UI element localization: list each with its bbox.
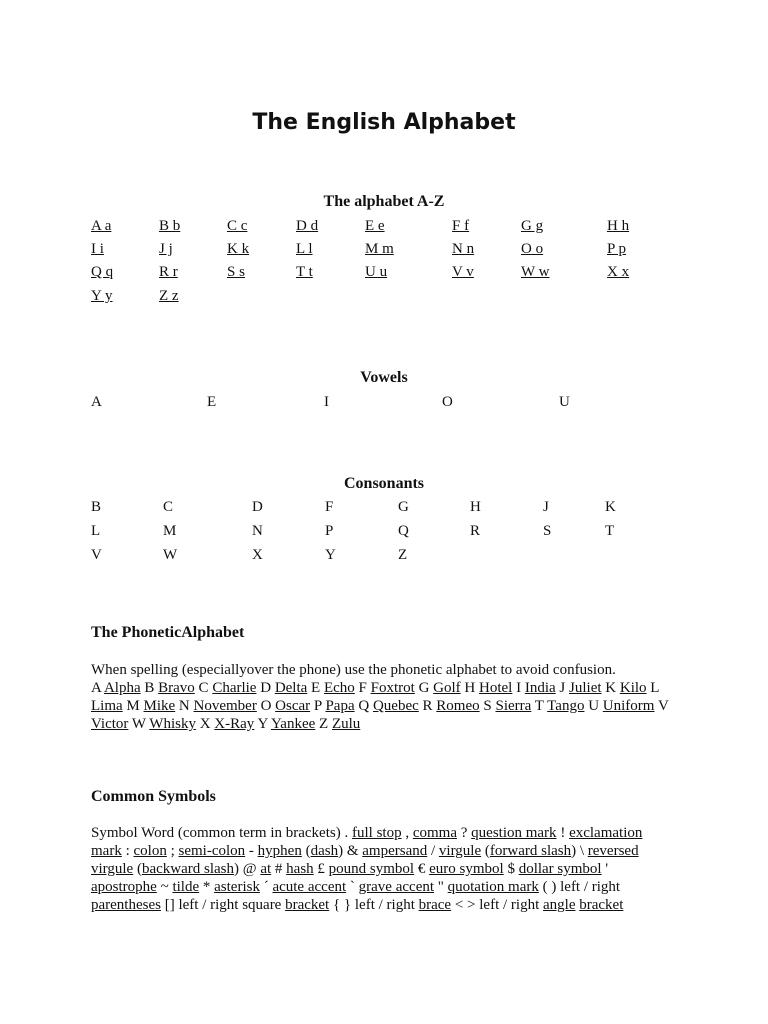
alphabet-cell: K k [227, 241, 250, 257]
symbol-link[interactable]: forward slash [489, 843, 572, 859]
symbol-link[interactable]: pound symbol [328, 861, 415, 877]
phonetic-text: Z [315, 716, 332, 732]
consonant-cell: Q [398, 523, 409, 539]
symbol-text: ; [166, 843, 179, 859]
symbol-link[interactable]: grave accent [358, 879, 435, 895]
vowel-cell: O [442, 394, 453, 410]
consonant-cell: G [398, 499, 409, 515]
symbol-link[interactable]: semi-colon [178, 843, 246, 859]
symbol-text: ~ [156, 879, 173, 895]
symbol-link[interactable]: question mark [471, 825, 557, 841]
phonetic-text: I [512, 680, 525, 696]
alphabet-row [0, 288, 768, 308]
phonetic-text: L [646, 680, 660, 696]
alphabet-cell: T t [296, 264, 313, 280]
consonant-cell: P [325, 523, 334, 539]
symbol-text: { } left / right [329, 897, 419, 913]
symbol-link[interactable]: virgule [91, 861, 134, 877]
phonetic-link[interactable]: Kilo [619, 680, 647, 696]
alphabet-cell: U u [365, 264, 388, 280]
symbol-link[interactable]: bracket [579, 897, 624, 913]
phonetic-text: M [122, 698, 144, 714]
alphabet-row [0, 264, 768, 284]
phonetic-link[interactable]: Yankee [270, 716, 316, 732]
symbol-link[interactable]: dollar symbol [518, 861, 602, 877]
phonetic-link[interactable]: Lima [91, 698, 123, 714]
symbol-link[interactable]: full stop [351, 825, 402, 841]
consonant-cell: L [91, 523, 101, 539]
phonetic-text: J [555, 680, 570, 696]
symbol-text: € [414, 861, 430, 877]
phonetic-text: P [310, 698, 326, 714]
phonetic-link[interactable]: Charlie [212, 680, 257, 696]
consonant-cell: J [543, 499, 549, 515]
symbol-link[interactable]: virgule [438, 843, 482, 859]
alphabet-cell: J j [159, 241, 173, 257]
symbol-text: ( ) left / right [538, 879, 621, 895]
phonetic-text: E [307, 680, 324, 696]
phonetic-text: Q [354, 698, 373, 714]
alphabet-cell: O o [521, 241, 544, 257]
consonant-cell: B [91, 499, 102, 515]
alphabet-cell: I i [91, 241, 104, 257]
symbol-link[interactable]: asterisk [214, 879, 260, 895]
symbol-text: ) \ [571, 843, 588, 859]
phonetic-text: R [418, 698, 437, 714]
phonetic-link[interactable]: India [524, 680, 556, 696]
phonetic-list [91, 679, 691, 733]
symbol-text: ! [556, 825, 570, 841]
alphabet-cell: W w [521, 264, 550, 280]
phonetic-link[interactable]: Romeo [436, 698, 480, 714]
phonetic-text: X [195, 716, 215, 732]
phonetic-text: N [175, 698, 194, 714]
phonetic-text: A [91, 680, 104, 696]
symbol-link[interactable]: brace [418, 897, 452, 913]
vowels-heading: Vowels [360, 369, 408, 386]
consonant-cell: D [252, 499, 263, 515]
phonetic-link[interactable]: Oscar [275, 698, 311, 714]
symbol-text: $ [503, 861, 519, 877]
phonetic-link[interactable]: X-Ray [214, 716, 255, 732]
symbol-link[interactable]: acute accent [272, 879, 347, 895]
symbol-line [91, 896, 691, 914]
symbols-paragraph [91, 824, 691, 914]
symbol-text: £ [313, 861, 329, 877]
page-title: The English Alphabet [252, 110, 516, 135]
phonetic-line [91, 697, 691, 715]
alphabet-cell: V v [452, 264, 474, 280]
symbol-link[interactable]: backward slash [141, 861, 235, 877]
vowel-cell: E [207, 394, 217, 410]
symbol-text: ´ [259, 879, 273, 895]
phonetic-line [91, 679, 691, 697]
symbol-text: ) @ [234, 861, 261, 877]
consonant-cell: X [252, 547, 263, 563]
consonant-cell: N [252, 523, 263, 539]
symbol-text: # [271, 861, 287, 877]
symbol-text: " [434, 879, 448, 895]
symbol-link[interactable]: dash [310, 843, 339, 859]
symbol-link[interactable]: mark [91, 843, 122, 859]
phonetic-text: S [479, 698, 496, 714]
phonetic-text: F [354, 680, 371, 696]
symbols-list [91, 824, 691, 914]
phonetic-link[interactable]: Foxtrot [370, 680, 415, 696]
phonetic-heading: The PhoneticAlphabet [91, 624, 245, 641]
symbol-text: , [401, 825, 413, 841]
phonetic-link[interactable]: Zulu [331, 716, 361, 732]
alphabet-cell: Q q [91, 264, 114, 280]
symbol-line [91, 824, 691, 842]
phonetic-link[interactable]: Papa [325, 698, 355, 714]
alphabet-cell: B b [159, 218, 181, 234]
consonant-cell: F [325, 499, 334, 515]
alphabet-cell: A a [91, 218, 112, 234]
alphabet-cell: C c [227, 218, 248, 234]
symbol-link[interactable]: ampersand [362, 843, 428, 859]
symbol-link[interactable]: bracket [285, 897, 330, 913]
symbol-text: ( [133, 861, 142, 877]
phonetic-link[interactable]: Echo [323, 680, 355, 696]
phonetic-link[interactable]: Tango [547, 698, 585, 714]
alphabet-cell: F f [452, 218, 470, 234]
symbol-link[interactable]: angle [543, 897, 576, 913]
symbol-link[interactable]: at [260, 861, 272, 877]
consonant-cell: S [543, 523, 552, 539]
phonetic-intro: When spelling (especiallyover the phone) use the phonetic alphabet to avoid confusion. [91, 662, 616, 678]
symbol-text: ' [601, 861, 609, 877]
alphabet-cell: P p [607, 241, 627, 257]
symbol-link[interactable]: reversed [587, 843, 639, 859]
alphabet-cell: X x [607, 264, 630, 280]
phonetic-link[interactable]: Sierra [495, 698, 532, 714]
symbol-link[interactable]: exclamation [569, 825, 643, 841]
phonetic-link[interactable]: Whisky [149, 716, 196, 732]
alphabet-heading: The alphabet A-Z [323, 193, 445, 210]
consonant-cell: T [605, 523, 615, 539]
symbol-link[interactable]: quotation mark [447, 879, 539, 895]
alphabet-cell: L l [296, 241, 313, 257]
phonetic-text: C [194, 680, 213, 696]
symbol-text: / [427, 843, 439, 859]
symbol-text: : [121, 843, 134, 859]
alphabet-row [0, 241, 768, 261]
alphabet-cell: E e [365, 218, 385, 234]
phonetic-link[interactable]: Uniform [602, 698, 655, 714]
consonant-cell: Z [398, 547, 408, 563]
symbol-link[interactable]: apostrophe [91, 879, 157, 895]
vowel-cell: A [91, 394, 102, 410]
symbol-text: - [245, 843, 258, 859]
phonetic-text: V [654, 698, 669, 714]
symbol-link[interactable]: comma [412, 825, 457, 841]
symbol-link[interactable]: tilde [172, 879, 200, 895]
phonetic-text: Y [254, 716, 271, 732]
phonetic-link[interactable]: Quebec [372, 698, 419, 714]
symbol-text: ) & [338, 843, 363, 859]
consonant-cell: Y [325, 547, 336, 563]
phonetic-link[interactable]: Victor [91, 716, 129, 732]
vowels-row [0, 394, 768, 414]
phonetic-line [91, 715, 691, 733]
symbol-text: ? [456, 825, 472, 841]
phonetic-text: D [256, 680, 275, 696]
symbol-line [91, 878, 691, 896]
symbol-text: ( [481, 843, 490, 859]
phonetic-link[interactable]: Mike [143, 698, 176, 714]
symbol-link[interactable]: parentheses [91, 897, 161, 913]
consonant-cell: H [470, 499, 481, 515]
symbols-heading: Common Symbols [91, 788, 216, 805]
phonetic-link[interactable]: November [193, 698, 257, 714]
consonants-row [0, 547, 768, 567]
vowel-cell: I [324, 394, 329, 410]
symbol-line [91, 860, 691, 878]
alphabet-cell: H h [607, 218, 630, 234]
consonants-heading: Consonants [343, 475, 425, 492]
consonant-cell: W [163, 547, 178, 563]
alphabet-cell: G g [521, 218, 544, 234]
consonant-cell: C [163, 499, 174, 515]
symbol-link[interactable]: colon [133, 843, 167, 859]
alphabet-cell: Y y [91, 288, 113, 304]
phonetic-text: H [460, 680, 480, 696]
phonetic-text: W [128, 716, 150, 732]
phonetic-link[interactable]: Hotel [479, 680, 513, 696]
phonetic-link[interactable]: Golf [433, 680, 461, 696]
alphabet-cell: R r [159, 264, 178, 280]
alphabet-cell: D d [296, 218, 319, 234]
alphabet-cell: Z z [159, 288, 179, 304]
symbol-text: Symbol Word (common term in brackets) . [91, 825, 352, 841]
phonetic-paragraph [91, 661, 691, 733]
phonetic-link[interactable]: Delta [274, 680, 308, 696]
phonetic-link[interactable]: Alpha [103, 680, 141, 696]
consonant-cell: V [91, 547, 102, 563]
phonetic-text: G [414, 680, 434, 696]
consonant-cell: K [605, 499, 616, 515]
symbol-text: * [199, 879, 215, 895]
symbol-text: [] left / right square [160, 897, 286, 913]
phonetic-text: B [140, 680, 159, 696]
phonetic-text: T [531, 698, 548, 714]
alphabet-cell: S s [227, 264, 245, 280]
alphabet-cell: N n [452, 241, 475, 257]
symbol-link[interactable]: hash [286, 861, 314, 877]
symbol-line [91, 842, 691, 860]
phonetic-text: O [256, 698, 276, 714]
phonetic-link[interactable]: Juliet [569, 680, 602, 696]
consonant-cell: M [163, 523, 177, 539]
phonetic-text: K [601, 680, 620, 696]
consonant-cell: R [470, 523, 481, 539]
alphabet-row [0, 218, 768, 238]
symbol-text: < > left / right [451, 897, 543, 913]
symbol-text: ` [346, 879, 359, 895]
alphabet-cell: M m [365, 241, 394, 257]
phonetic-text: U [584, 698, 603, 714]
symbol-link[interactable]: euro symbol [429, 861, 504, 877]
consonants-row [0, 499, 768, 519]
phonetic-link[interactable]: Bravo [158, 680, 195, 696]
consonants-row [0, 523, 768, 543]
vowel-cell: U [559, 394, 570, 410]
symbol-link[interactable]: hyphen [257, 843, 302, 859]
symbol-text: ( [301, 843, 311, 859]
